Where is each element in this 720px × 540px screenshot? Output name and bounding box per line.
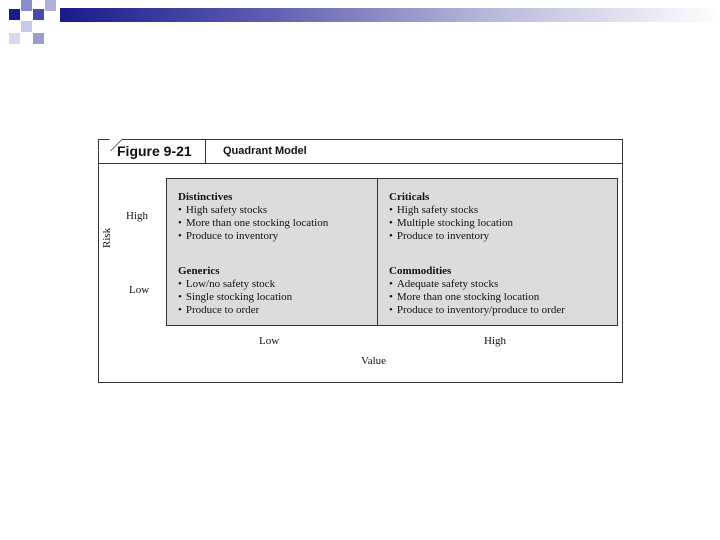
figure-number: Figure 9-21 xyxy=(99,140,206,163)
value-low-label: Low xyxy=(259,335,280,347)
list-item: • Low/no safety stock xyxy=(178,278,292,291)
risk-low-label: Low xyxy=(129,284,150,296)
quadrant-commodities xyxy=(389,265,565,317)
value-high-label: High xyxy=(484,335,506,347)
quadrant-title: Distinctives xyxy=(178,191,233,203)
deco-square xyxy=(21,0,32,11)
slide-header-decoration xyxy=(0,0,720,50)
deco-square xyxy=(9,9,20,20)
value-axis-label: Value xyxy=(361,355,387,367)
list-item: • More than one stocking location xyxy=(178,217,328,230)
figure-title: Quadrant Model xyxy=(223,145,307,157)
header-gradient-bar xyxy=(60,8,720,22)
quadrant-title: Generics xyxy=(178,265,220,277)
list-item: • Produce to inventory xyxy=(178,230,328,243)
list-item: • High safety stocks xyxy=(178,204,328,217)
figure-frame xyxy=(98,139,623,383)
list-item: • Multiple stocking location xyxy=(389,217,513,230)
deco-square xyxy=(21,21,32,32)
quadrant-criticals xyxy=(389,191,513,243)
list-item: • Adequate safety stocks xyxy=(389,278,565,291)
deco-square xyxy=(33,9,44,20)
deco-square xyxy=(9,33,20,44)
quadrant-title: Criticals xyxy=(389,191,430,203)
list-item: • Produce to inventory/produce to order xyxy=(389,304,565,317)
quadrant-title: Commodities xyxy=(389,265,452,277)
quadrant-divider xyxy=(377,179,378,325)
list-item: • Produce to inventory xyxy=(389,230,513,243)
list-item: • Produce to order xyxy=(178,304,292,317)
quadrant-grid xyxy=(166,178,618,326)
figure-header xyxy=(99,140,622,164)
quadrant-generics xyxy=(178,265,292,317)
risk-axis-label: Risk xyxy=(101,227,113,248)
risk-high-label: High xyxy=(126,210,148,222)
list-item: • High safety stocks xyxy=(389,204,513,217)
list-item: • Single stocking location xyxy=(178,291,292,304)
deco-square xyxy=(45,0,56,11)
quadrant-distinctives xyxy=(178,191,328,243)
list-item: • More than one stocking location xyxy=(389,291,565,304)
deco-square xyxy=(33,33,44,44)
